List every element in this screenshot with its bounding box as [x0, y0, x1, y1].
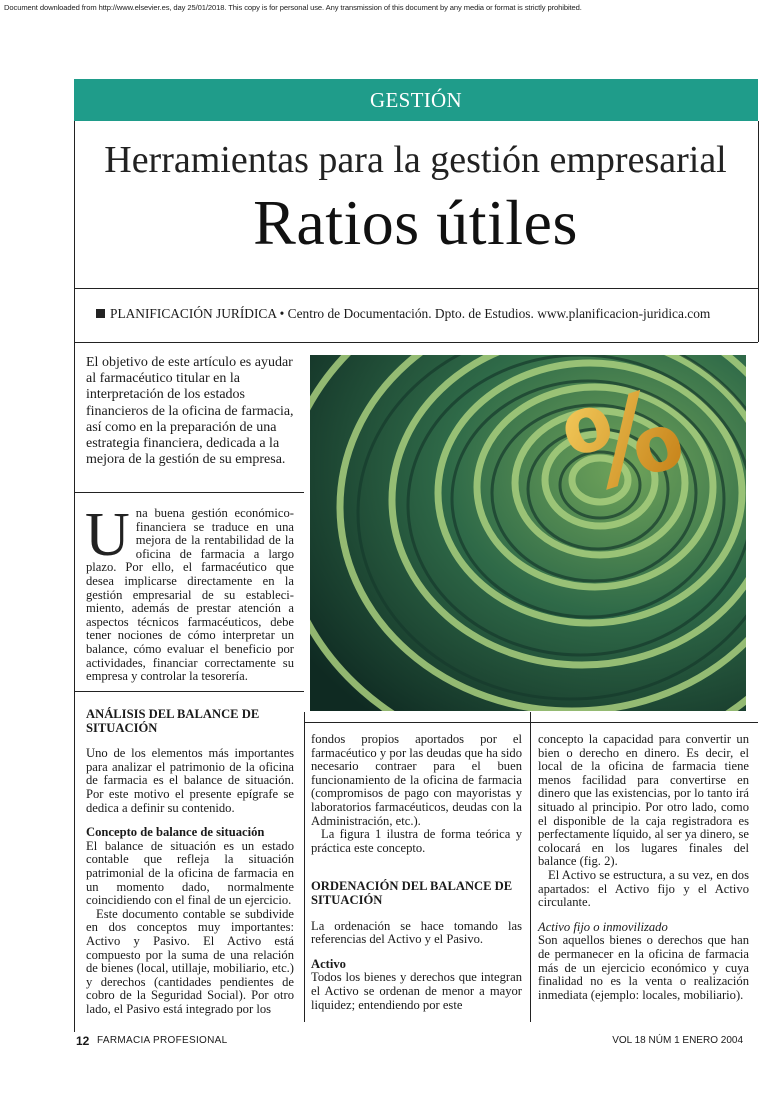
subheading-activo-fijo: Activo fijo o inmovilizado: [538, 919, 668, 934]
col2-paragraph-2: La figura 1 ilustra de forma teórica y práctica este concepto.: [311, 827, 522, 855]
column-divider-2: [530, 712, 531, 1022]
byline: [96, 306, 710, 322]
col1-paragraph-3: Este documento contable se subdivide en dos conceptos muy importantes: Activo y Pasivo. El Activo está compuesto por la suma de una relación de bienes (local, utillaje, mobiliario, etc.) y derechos (cantidades pendientes de cobro de la Seguridad Social). Por otro lado, el Pasivo está integrado por los: [86, 906, 294, 1016]
drop-cap: U: [85, 501, 130, 569]
section-banner: [74, 79, 758, 121]
magazine-name: FARMACIA PROFESIONAL: [97, 1035, 228, 1046]
left-border: [74, 342, 75, 1032]
copyright-notice: Document downloaded from http://www.elsevier.es, day 25/01/2018. This copy is for personal use. Any transmission of this document by any media or format is strictly prohibited.: [4, 3, 582, 12]
col1-paragraph-2: El balance de situación es un estado contable que refleja la situación patrimonial de la oficina de farmacia en un momento dado, normalmente coincidiendo con el final de un ejercicio.: [86, 838, 294, 908]
intro-divider: [74, 691, 304, 692]
columns-top-rule: [304, 722, 758, 723]
col3-paragraph-2: El Activo se estructura, a su vez, en dos apartados: el Activo fijo y el Activo circulante.: [538, 867, 749, 910]
section-heading-balance: ANÁLISIS DEL BALANCE DE SITUACIÓN: [86, 707, 260, 735]
maze-illustration: [310, 355, 746, 711]
col1-paragraph-1: Uno de los elementos más importantes para analizar el patrimonio de la oficina de farmacia es el balance de situación. Por este motivo el presente epígrafe se dedica a definir su contenido.: [86, 746, 294, 815]
percent-symbol: %: [550, 363, 698, 522]
column-2: [311, 733, 522, 1012]
subheading-activo: Activo: [311, 956, 346, 971]
article-subtitle: Herramientas para la gestión empresarial: [104, 139, 727, 181]
byline-text: PLANIFICACIÓN JURÍDICA • Centro de Documentación. Dpto. de Estudios. www.planificacion-juridica.com: [110, 306, 711, 321]
col3-paragraph-1: concepto la capacidad para convertir un bien o derecho en dinero. Es decir, el local de la oficina de farmacia tiene menos facilidad para convertirse en dinero que las existencias, por lo tanto irá situado al principio. Por otro lado, como el disponible de la caja registradora es perfectamente líquido, al ser ya dinero, se colocará en los lugares finales del balance (fig. 2).: [538, 732, 749, 869]
page-number: 12: [76, 1034, 90, 1048]
header-bottom-rule: [74, 342, 758, 343]
intro-paragraph: [85, 501, 294, 684]
column-3: [538, 733, 749, 1002]
col2-paragraph-4: Todos los bienes y derechos que integran el Activo se ordenan de menor a mayor liquidez; entendiendo por este: [311, 970, 522, 1012]
abstract-divider: [74, 492, 304, 493]
maze-percent-photo: [310, 355, 746, 711]
section-label: GESTIÓN: [370, 88, 462, 112]
col2-paragraph-3: La ordenación se hace tomando las referencias del Activo y el Pasivo.: [311, 918, 522, 947]
col3-paragraph-3: Son aquellos bienes o derechos que han de permanecer en la oficina de farmacia más de un ejercicio económico y cuya finalidad no es la venta o realización inmediata (ejemplo: locales, mobiliario).: [538, 933, 749, 1002]
issue-info: VOL 18 NÚM 1 ENERO 2004: [612, 1035, 743, 1046]
bullet-square-icon: [96, 309, 105, 318]
intro-text: na buena gestión económico-financiera se traduce en una mejora de la rentabilidad de la oficina de farmacia a largo plazo. Por ello, el farmacéutico que desea implicarse directamente en la gestión empresarial de su establecimiento, además de prestar atención a aspectos técnicos farmacéuticos, debe tener nociones de cómo interpretar un balance, cómo evaluar el beneficio por actividades, financiar correctamente su empresa y controlar la tesorería.: [86, 506, 294, 684]
col2-paragraph-1: fondos propios aportados por el farmacéutico y por las deudas que ha sido necesario contraer para el buen funcionamiento de la oficina de farmacia (compromisos de pago con mayoristas y laboratorios farmacéuticos, deudas con la Administración, etc.).: [311, 732, 522, 828]
article-title: Ratios útiles: [253, 187, 578, 258]
title-divider: [74, 288, 758, 289]
column-divider-1: [304, 712, 305, 1022]
section-heading-ordenacion: ORDENACIÓN DEL BALANCE DE SITUACIÓN: [311, 879, 513, 907]
column-1: [86, 708, 294, 1016]
subheading-concepto: Concepto de balance de situación: [86, 825, 265, 840]
article-abstract: El objetivo de este artículo es ayudar al farmacéutico titular en la interpretación de los estados financieros de la oficina de farmacia, así como en la preparación de una estrategia financiera, dedicada a la mejora de la gestión de su empresa.: [86, 355, 294, 468]
